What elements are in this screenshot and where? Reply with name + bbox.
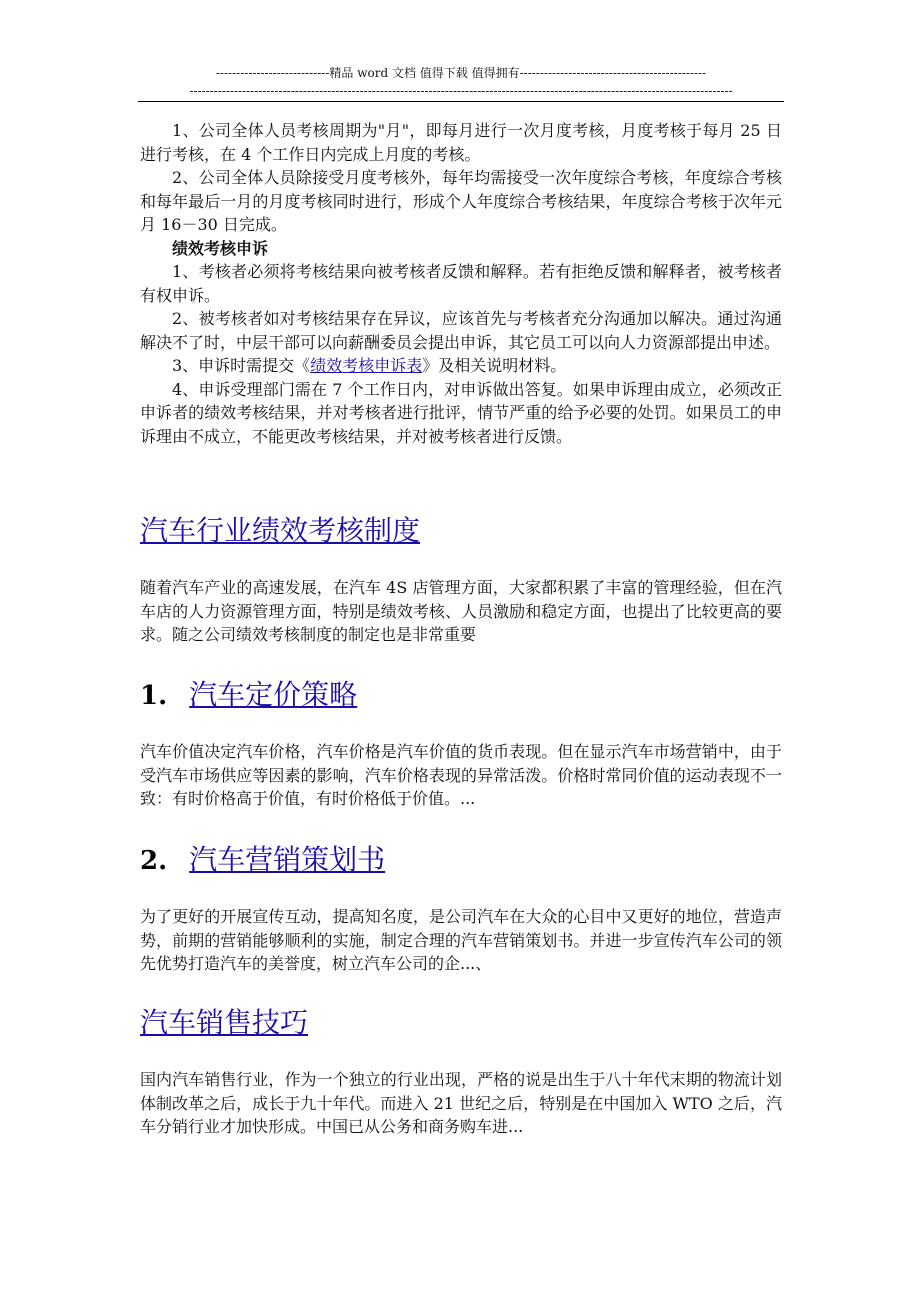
section-body — [140, 576, 782, 647]
section-body — [140, 905, 782, 976]
section-summary: 国内汽车销售行业，作为一个独立的行业出现，严格的说是出生于八十年代末期的物流计划体制改革之后，成长于九十年代。而进入 21 世纪之后，特别是在中国加入 WTO 之后，汽车分销行业才加快形成。中国已从公务和商务购车进... — [140, 1070, 782, 1136]
section-title-link[interactable]: 汽车行业绩效考核制度 — [140, 514, 421, 547]
appeal-item-3-prefix: 3、申诉时需提交《 — [172, 356, 311, 375]
page-header-dashes: -------------------------------------------------------------------------------------------------------------------------------------- — [189, 84, 733, 98]
section-summary: 随着汽车产业的高速发展，在汽车 4S 店管理方面，大家都积累了丰富的管理经验，但在汽车店的人力资源管理方面，特别是绩效考核、人员激励和稳定方面，也提出了比较更高的要求。随之公司绩效考核制度的制定也是非常重要 — [140, 578, 782, 644]
intro-body — [140, 119, 782, 448]
section-title-link[interactable]: 汽车营销策划书 — [189, 843, 386, 876]
section-number: 1. — [140, 681, 168, 711]
section-heading — [140, 842, 385, 879]
section-body — [140, 1068, 782, 1139]
header-rule — [138, 101, 784, 102]
section-summary: 为了更好的开展宣传互动，提高知名度，是公司汽车在大众的心目中又更好的地位，营造声势，前期的营销能够顺利的实施，制定合理的汽车营销策划书。并进一步宣传汽车公司的领先优势打造汽车的美誉度，树立汽车公司的企...、 — [140, 907, 782, 973]
section-body — [140, 740, 782, 811]
annual-paragraph: 2、公司全体人员除接受月度考核外，每年均需接受一次年度综合考核，年度综合考核和每年最后一月的月度考核同时进行，形成个人年度综合考核结果，年度综合考核于次年元月 16－30 日完成。 — [140, 168, 782, 234]
section-title-link[interactable]: 汽车定价策略 — [189, 678, 358, 711]
appeal-form-link[interactable]: 绩效考核申诉表 — [310, 356, 423, 375]
appeal-heading: 绩效考核申诉 — [172, 238, 269, 258]
appeal-item-2: 2、被考核者如对考核结果存在异议，应该首先与考核者充分沟通加以解决。通过沟通解决不了时，中层干部可以向薪酬委员会提出申诉，其它员工可以向人力资源部提出申述。 — [140, 309, 782, 352]
section-title-link[interactable]: 汽车销售技巧 — [140, 1006, 309, 1039]
cycle-paragraph: 1、公司全体人员考核周期为"月"，即每月进行一次月度考核，月度考核于每月 25 日进行考核，在 4 个工作日内完成上月度的考核。 — [140, 121, 782, 164]
appeal-item-1: 1、考核者必须将考核结果向被考核者反馈和解释。若有拒绝反馈和解释者，被考核者有权申诉。 — [140, 262, 782, 305]
page-header-text: ----------------------------精品 word 文档 值得下载 值得拥有---------------------------------------------- — [215, 66, 707, 80]
appeal-item-3 — [140, 354, 782, 378]
appeal-item-3-suffix: 》及相关说明材料。 — [422, 356, 567, 375]
section-heading — [140, 677, 357, 714]
appeal-item-4: 4、申诉受理部门需在 7 个工作日内，对申诉做出答复。如果申诉理由成立，必须改正申诉者的绩效考核结果，并对考核者进行批评，情节严重的给予必要的处罚。如果员工的申诉理由不成立，不能更改考核结果，并对被考核者进行反馈。 — [140, 379, 782, 446]
section-number: 2. — [140, 846, 168, 876]
section-summary: 汽车价值决定汽车价格，汽车价格是汽车价值的货币表现。但在显示汽车市场营销中，由于受汽车市场供应等因素的影响，汽车价格表现的异常活泼。价格时常同价值的运动表现不一致：有时价格高于价值，有时价格低于价值。... — [140, 742, 782, 808]
section-heading — [140, 1005, 308, 1041]
section-heading — [140, 513, 420, 549]
